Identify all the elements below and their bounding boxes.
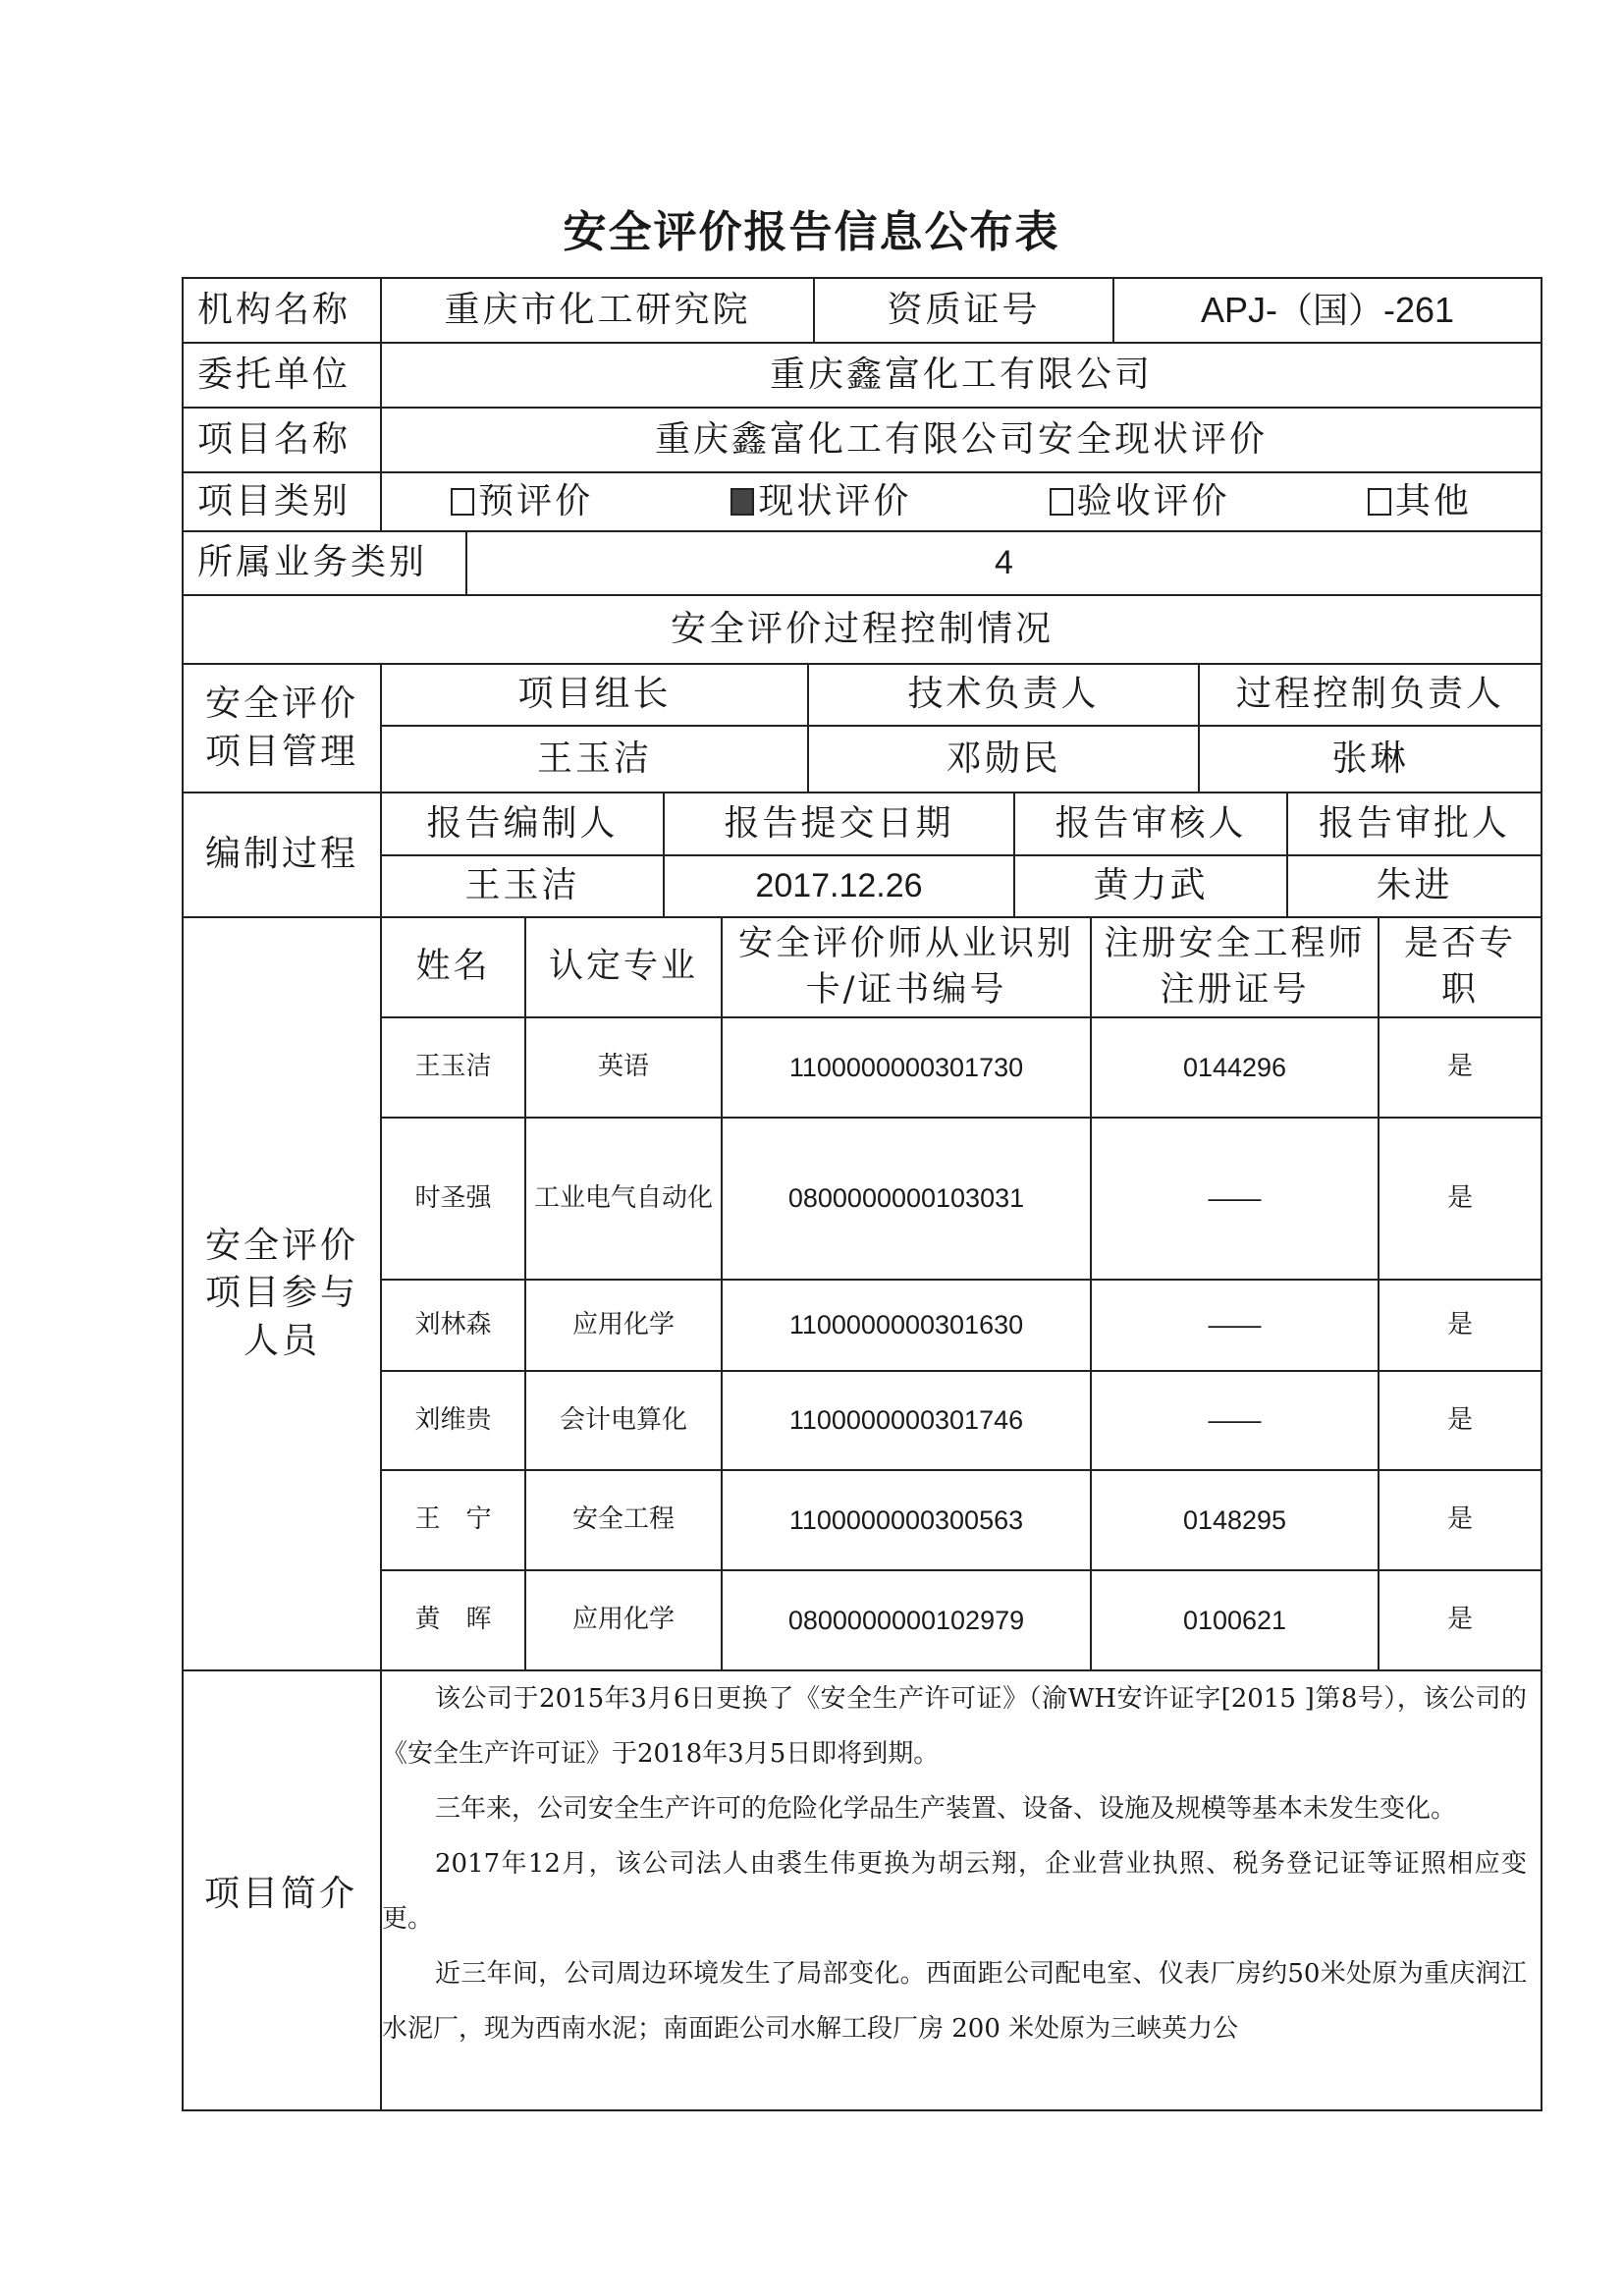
compilation-header xyxy=(663,792,1015,856)
project-type-options xyxy=(380,471,1542,532)
participants-label-text: 安全评价项目参与人员 xyxy=(205,1225,359,1361)
participant-cell-text: 0800000000103031 xyxy=(787,1183,1025,1214)
management-value-text: 邓勋民 xyxy=(946,738,1061,779)
client-label-text: 委托单位 xyxy=(197,354,352,395)
compilation-label xyxy=(182,792,382,918)
participant-cell xyxy=(1090,1016,1380,1119)
participant-cell-text: 是 xyxy=(1446,1052,1473,1082)
management-label-text: 安全评价项目管理 xyxy=(205,683,359,772)
participant-cell-text: —— xyxy=(1208,1405,1262,1436)
participants-header xyxy=(524,916,723,1018)
intro-label: 项目简介 xyxy=(182,1669,382,2111)
participants-label xyxy=(182,916,382,1671)
option-label: 预评价 xyxy=(478,480,594,521)
project-name-value xyxy=(380,407,1542,473)
checkbox-icon[interactable] xyxy=(1368,488,1391,516)
participant-cell-text: 是 xyxy=(1446,1182,1473,1213)
participant-cell xyxy=(380,1117,526,1281)
participant-cell xyxy=(1378,1569,1542,1671)
participant-cell xyxy=(524,1016,723,1119)
participant-cell xyxy=(1090,1370,1380,1471)
project-name-label-text: 项目名称 xyxy=(197,418,352,460)
compilation-value xyxy=(1286,854,1542,918)
option-label: 其他 xyxy=(1394,480,1472,521)
participant-cell xyxy=(380,1016,526,1119)
management-value-text: 王玉洁 xyxy=(536,738,652,779)
client-value xyxy=(380,342,1542,409)
compilation-value xyxy=(1013,854,1288,918)
participant-cell xyxy=(1378,1016,1542,1119)
participant-cell xyxy=(1090,1279,1380,1372)
participant-cell xyxy=(721,1469,1092,1571)
compilation-header-text: 报告审核人 xyxy=(1055,802,1247,844)
participant-cell-text: 1100000000301746 xyxy=(788,1405,1024,1436)
management-header-text: 过程控制负责人 xyxy=(1235,674,1504,715)
participant-cell-text: 是 xyxy=(1446,1605,1473,1635)
checkbox-icon[interactable] xyxy=(1050,488,1073,516)
management-value-text: 张琳 xyxy=(1331,738,1409,779)
option-label: 现状评价 xyxy=(758,480,912,521)
participant-cell xyxy=(721,1569,1092,1671)
compilation-label-text: 编制过程 xyxy=(204,834,358,875)
participant-cell-text: —— xyxy=(1208,1310,1262,1340)
management-value xyxy=(807,725,1200,793)
participant-cell xyxy=(721,1016,1092,1119)
business-type-value xyxy=(465,530,1542,596)
process-section-heading-text: 安全评价过程控制情况 xyxy=(670,608,1054,649)
org-label-text: 机构名称 xyxy=(197,289,352,330)
checkbox-icon[interactable] xyxy=(451,488,474,516)
participant-cell-text: 应用化学 xyxy=(571,1309,675,1339)
participant-cell-text: 是 xyxy=(1446,1309,1473,1339)
participant-cell-text: 1100000000301730 xyxy=(788,1052,1024,1082)
participant-cell xyxy=(721,1279,1092,1372)
management-header-text: 技术负责人 xyxy=(907,674,1100,715)
intro-paragraph: 该公司于2015年3月6日更换了《安全生产许可证》（渝WH安许证字[2015 ]第8号），该公司的《安全生产许可证》于2018年3月5日即将到期。 xyxy=(382,1684,1527,1769)
participant-cell xyxy=(721,1370,1092,1471)
participant-cell-text: 1100000000300563 xyxy=(788,1504,1024,1535)
participant-cell xyxy=(1378,1469,1542,1571)
management-value xyxy=(1198,725,1542,793)
option-label: 验收评价 xyxy=(1076,480,1230,521)
business-type-value-text: 4 xyxy=(995,543,1013,581)
intro-paragraph: 近三年间，公司周边环境发生了局部变化。西面距公司配电室、仪表厂房约50米处原为重庆润江水泥厂，现为西南水泥；南面距公司水解工段厂房 200 米处原为三峡英力公 xyxy=(382,1959,1527,2044)
participant-cell xyxy=(1090,1117,1380,1281)
participants-header xyxy=(1090,916,1380,1018)
page-title: 安全评价报告信息公布表 xyxy=(563,207,1060,257)
compilation-header xyxy=(1286,792,1542,856)
participant-cell-text: 0800000000102979 xyxy=(787,1605,1025,1635)
business-type-label xyxy=(182,530,467,596)
participant-cell-text: 安全工程 xyxy=(571,1504,675,1535)
participant-cell xyxy=(1090,1569,1380,1671)
participants-header-text: 注册安全工程师注册证号 xyxy=(1104,923,1366,1010)
cert-value xyxy=(1112,277,1542,344)
participant-cell-text: 0144296 xyxy=(1182,1052,1287,1082)
participant-cell xyxy=(380,1469,526,1571)
participant-cell xyxy=(1378,1370,1542,1471)
cert-label-text: 资质证号 xyxy=(887,289,1041,330)
project-type-option[interactable] xyxy=(730,478,911,526)
compilation-value-text: 朱进 xyxy=(1376,865,1453,906)
participant-cell xyxy=(524,1469,723,1571)
project-type-option[interactable] xyxy=(451,478,593,526)
compilation-header xyxy=(1013,792,1288,856)
participants-header xyxy=(1378,916,1542,1018)
participants-header-text: 是否专职 xyxy=(1403,923,1516,1010)
management-header xyxy=(807,663,1200,727)
participants-header xyxy=(721,916,1092,1018)
participant-cell-text: 时圣强 xyxy=(414,1182,492,1213)
management-header-text: 项目组长 xyxy=(517,674,672,715)
participants-header-text: 姓名 xyxy=(415,947,491,987)
participant-cell xyxy=(524,1370,723,1471)
participant-cell xyxy=(721,1117,1092,1281)
project-type-label-text: 项目类别 xyxy=(197,480,352,521)
participant-cell xyxy=(524,1117,723,1281)
participant-cell xyxy=(380,1279,526,1372)
compilation-header xyxy=(380,792,665,856)
org-label xyxy=(182,277,382,344)
org-value xyxy=(380,277,815,344)
project-type-option[interactable] xyxy=(1050,478,1230,526)
compilation-value-text: 王玉洁 xyxy=(464,865,580,906)
intro-text xyxy=(382,1671,1527,2056)
participant-cell-text: —— xyxy=(1208,1183,1262,1214)
participant-cell xyxy=(524,1279,723,1372)
participant-cell xyxy=(380,1370,526,1471)
org-value-text: 重庆市化工研究院 xyxy=(444,289,751,330)
compilation-header-text: 报告审批人 xyxy=(1318,802,1510,844)
participant-cell xyxy=(1378,1117,1542,1281)
intro-paragraph: 三年来，公司安全生产许可的危险化学品生产装置、设备、设施及规模等基本未发生变化。 xyxy=(435,1794,1457,1824)
participant-cell-text: 会计电算化 xyxy=(559,1404,687,1435)
project-name-label xyxy=(182,407,382,473)
project-type-option[interactable] xyxy=(1368,478,1472,526)
cert-label xyxy=(813,277,1114,344)
participant-cell-text: 1100000000301630 xyxy=(788,1310,1024,1340)
project-name-value-text: 重庆鑫富化工有限公司安全现状评价 xyxy=(654,418,1268,460)
participant-cell-text: 0148295 xyxy=(1182,1504,1287,1535)
participants-header xyxy=(380,916,526,1018)
participant-cell xyxy=(524,1569,723,1671)
compilation-header-text: 报告提交日期 xyxy=(724,802,954,844)
management-label xyxy=(182,663,382,793)
participant-cell-text: 0100621 xyxy=(1182,1605,1287,1635)
participant-cell-text: 英语 xyxy=(597,1052,649,1082)
business-type-label-text: 所属业务类别 xyxy=(197,542,428,583)
intro-paragraph: 2017年12月，该公司法人由裘生伟更换为胡云翔，企业营业执照、税务登记证等证照相应变更。 xyxy=(382,1849,1527,1934)
participants-header-text: 安全评价师从业识别卡/证书编号 xyxy=(737,923,1074,1010)
participant-cell-text: 刘林森 xyxy=(414,1309,492,1339)
participant-cell xyxy=(1378,1279,1542,1372)
participant-cell xyxy=(380,1569,526,1671)
participant-cell-text: 黄 晖 xyxy=(414,1605,492,1635)
management-header xyxy=(1198,663,1542,727)
compilation-value xyxy=(380,854,665,918)
process-section-heading xyxy=(182,594,1542,665)
compilation-header-text: 报告编制人 xyxy=(426,802,619,844)
cert-value-text: APJ-（国）-261 xyxy=(1200,289,1455,330)
compilation-value-text: 黄力武 xyxy=(1093,865,1209,906)
participant-cell-text: 刘维贵 xyxy=(414,1404,492,1435)
compilation-value xyxy=(663,854,1015,918)
participant-cell xyxy=(1090,1469,1380,1571)
client-value-text: 重庆鑫富化工有限公司 xyxy=(769,354,1153,395)
participant-cell-text: 王 宁 xyxy=(414,1504,492,1535)
compilation-value-text: 2017.12.26 xyxy=(755,866,923,904)
project-type-label xyxy=(182,471,382,532)
management-value xyxy=(380,725,809,793)
checkbox-checked-icon[interactable] xyxy=(730,488,754,516)
participant-cell-text: 应用化学 xyxy=(571,1605,675,1635)
management-header xyxy=(380,663,809,727)
participant-cell-text: 是 xyxy=(1446,1404,1473,1435)
participants-header-text: 认定专业 xyxy=(548,947,698,987)
participant-cell-text: 工业电气自动化 xyxy=(533,1182,713,1213)
client-label xyxy=(182,342,382,409)
participant-cell-text: 王玉洁 xyxy=(414,1052,492,1082)
participant-cell-text: 是 xyxy=(1446,1504,1473,1535)
